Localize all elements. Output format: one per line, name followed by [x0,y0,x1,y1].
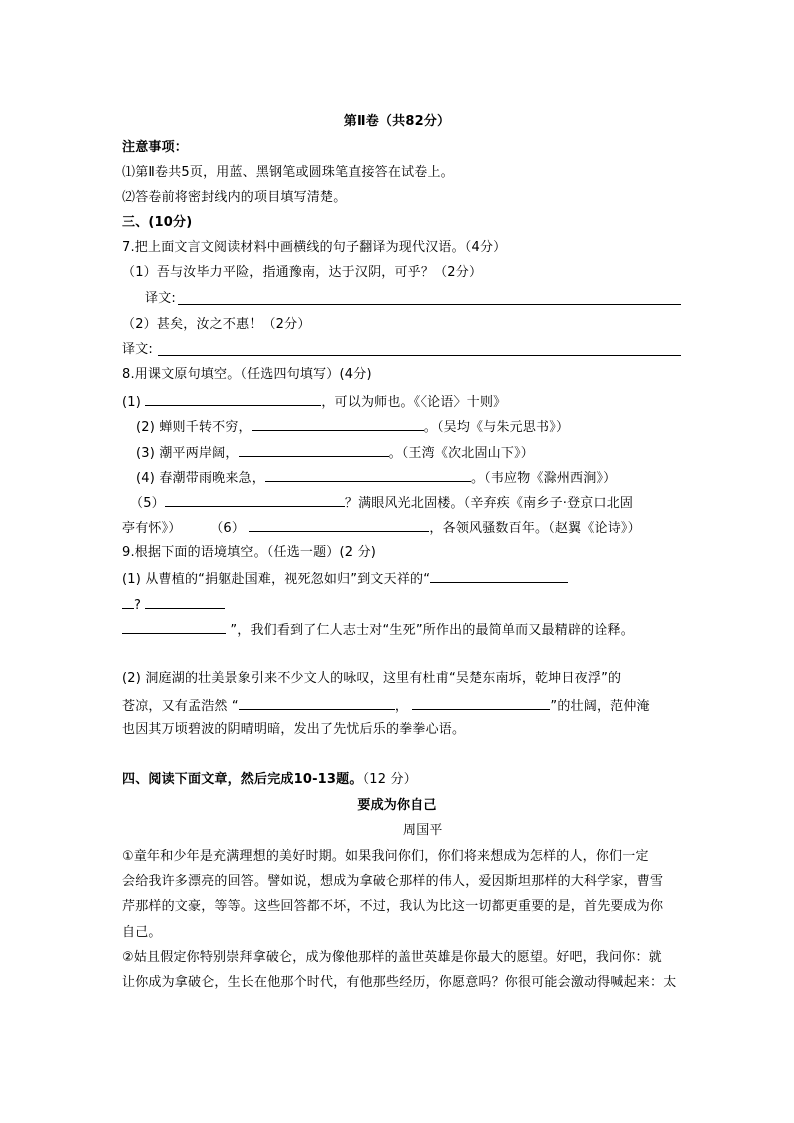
para2-line-1: ②姑且假定你特别崇拜拿破仑，成为像他那样的盖世英雄是你最大的愿望。好吧，我问你：就 [122,950,662,965]
q9-blank-1-cont[interactable] [122,595,134,609]
q8-l5-post: ？满眼风光北固楼。（辛弃疾《南乡子·登京口北固 [344,496,634,511]
q8-line-3 [136,443,534,462]
q8-l3-pre: (3) 潮平两岸阔， [136,446,239,461]
q8-l4-pre: (4) 春潮带雨晚来急， [136,471,265,486]
q8-line-1 [122,392,506,411]
q9-p1-line-3 [122,620,634,639]
q9-p1-line-1 [122,569,568,588]
q8-l1-post: ，可以为师也。《〈论语〉十则》 [321,395,507,410]
q9-p2-b3: ”的壮阔，范仲淹 [550,699,650,714]
q7-answer-1-line[interactable] [178,304,681,305]
q8-l6-a: 亭有怀》） [122,521,182,536]
q7-answer-2-line[interactable] [158,355,681,356]
q8-blank-4[interactable] [265,468,471,482]
q8-line-6 [122,518,641,537]
q8-blank-2[interactable] [252,417,424,431]
section-title: 第Ⅱ卷（共82分） [343,114,451,129]
article-title: 要成为你自己 [357,798,437,813]
q9-blank-2[interactable] [145,595,225,609]
q9-p1-a: (1) 从曹植的“捐躯赴国难，视死忽如归”到文天祥的“ [122,572,431,587]
para1-line-1: ①童年和少年是充满理想的美好时期。如果我问你们，你们将来想成为怎样的人，你们一定 [122,849,649,864]
q9-p1-b: ”，我们看到了仁人志士对“生死”所作出的最简单而又最精辟的诠释。 [230,623,634,638]
q9-blank-1[interactable] [430,569,568,583]
q8-line-2 [136,417,569,436]
q8-l5-pre: （5） [130,496,165,511]
article-author: 周国平 [403,823,443,838]
q7-sentence-1: （1）吾与汝毕力平险，指通豫南，达于汉阴，可乎？（2分） [122,265,483,280]
q9-p1-line-2 [122,595,225,614]
q7-answer-1-label: 译文: [145,291,176,306]
q7-sentence-2: （2）甚矣，汝之不惠！（2分） [122,317,311,332]
q7-title: 7.把上面文言文阅读材料中画横线的句子翻译为现代汉语。（4分） [122,240,507,255]
q9-blank-2-cont[interactable] [122,620,226,634]
para2-line-2: 让你成为拿破仑，生长在他那个时代，有他那些经历，你愿意吗？你很可能会激动得喊起来：太 [122,975,677,990]
q9-p2-b1: 苍凉，又有孟浩然 “ [122,699,239,714]
q9-blank-3[interactable] [239,696,395,710]
para1-line-2: 会给我许多漂亮的回答。譬如说，想成为拿破仑那样的伟人，爱因斯坦那样的大科学家，曹雪 [122,874,664,889]
part4-heading-line [122,771,417,788]
q8-l2-pre: (2) 蝉则千转不穷， [136,420,252,435]
para1-line-4: 自己。 [122,925,162,940]
q9-p2-line-1: (2) 洞庭湖的壮美景象引来不少文人的咏叹，这里有杜甫“吴楚东南坼，乾坤日夜浮”的 [122,671,622,686]
q8-l3-post: 。（王湾《次北固山下》） [388,446,534,461]
q9-p2-line-2 [122,696,650,715]
q8-l1-pre: (1) [122,395,142,410]
q8-l2-post: 。（吴均《与朱元思书》） [423,420,570,435]
q9-p2-b2: ， [394,699,409,714]
q8-blank-1[interactable] [145,392,321,406]
q8-blank-5[interactable] [165,493,345,507]
q8-blank-6[interactable] [249,518,429,532]
part4-heading: 四、阅读下面文章，然后完成10-13题。 [122,772,363,787]
q9-p1-q: ? [134,598,142,613]
q9-p2-line-3: 也因其万顷碧波的阴晴明暗，发出了先忧后乐的拳拳心语。 [122,722,466,737]
q9-blank-4[interactable] [412,696,550,710]
notes-item-1: ⑴第Ⅱ卷共5页，用蓝、黑钢笔或圆珠笔直接答在试卷上。 [122,165,454,180]
q8-blank-3[interactable] [239,443,389,457]
part4-score: （12 分） [362,772,417,787]
para1-line-3: 芹那样的文豪，等等。这些回答都不坏，不过，我认为比这一切都更重要的是，首先要成为你 [122,899,664,914]
q8-title: 8.用课文原句填空。（任选四句填写）(4分) [122,367,372,382]
q8-l6-c: ，各领风骚数百年。（赵翼《论诗》） [429,521,641,536]
q8-line-5 [130,493,633,512]
q9-title: 9.根据下面的语境填空。（任选一题）(2 分) [122,545,377,560]
q8-l4-post: 。（韦应物《滁州西涧》） [470,471,617,486]
q8-l6-b: （6） [210,521,246,536]
notes-heading: 注意事项： [122,140,189,155]
q8-line-4 [136,468,616,487]
notes-item-2: ⑵答卷前将密封线内的项目填写清楚。 [122,190,347,205]
q7-answer-2-label: 译文: [122,342,153,357]
part3-heading: 三、(10分) [122,215,193,230]
